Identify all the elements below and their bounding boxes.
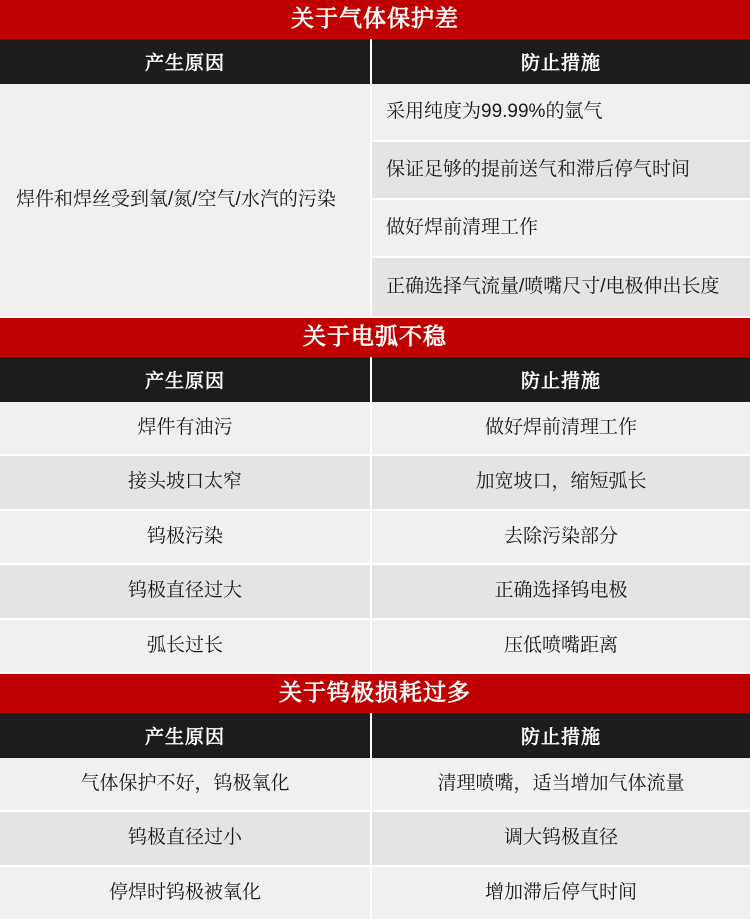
cause-cell: 钨极直径过小 xyxy=(0,812,372,865)
table-row xyxy=(0,620,750,675)
measure-cell: 加宽坡口，缩短弧长 xyxy=(372,456,750,509)
measure-cell: 正确选择气流量/喷嘴尺寸/电极伸出长度 xyxy=(372,258,750,316)
column-header-cause: 产生原因 xyxy=(0,39,372,84)
column-header-cause: 产生原因 xyxy=(0,713,372,758)
table-row xyxy=(0,456,750,511)
section-title-tungsten-consumption: 关于钨极损耗过多 xyxy=(0,674,750,713)
table-row xyxy=(0,565,750,620)
cause-cell: 焊件有油污 xyxy=(0,402,372,455)
merged-cause-cell: 焊件和焊丝受到氧/氮/空气/水汽的污染 xyxy=(0,84,372,316)
section-title-gas-shielding: 关于气体保护差 xyxy=(0,0,750,39)
measure-cell: 做好焊前清理工作 xyxy=(372,200,750,258)
measure-cell: 压低喷嘴距离 xyxy=(372,620,750,673)
cause-cell: 接头坡口太窄 xyxy=(0,456,372,509)
table-row xyxy=(0,511,750,566)
table-header-row-gas-shielding xyxy=(0,39,750,84)
measure-cell: 去除污染部分 xyxy=(372,511,750,564)
table-row xyxy=(0,867,750,921)
cause-cell: 弧长过长 xyxy=(0,620,372,673)
section-arc-instability xyxy=(0,318,750,674)
table-row xyxy=(0,402,750,457)
column-header-measure: 防止措施 xyxy=(520,726,601,748)
measure-cell: 保证足够的提前送气和滞后停气时间 xyxy=(372,142,750,200)
column-header-measure: 防止措施 xyxy=(520,370,601,392)
section-title-arc-instability: 关于电弧不稳 xyxy=(0,318,750,357)
table-row xyxy=(0,758,750,813)
measure-cell: 采用纯度为99.99%的氩气 xyxy=(372,84,750,142)
measure-cell: 调大钨极直径 xyxy=(372,812,750,865)
table-header-row-arc-instability xyxy=(0,357,750,402)
section-tungsten-consumption xyxy=(0,674,750,921)
measure-cell: 增加滞后停气时间 xyxy=(372,867,750,920)
column-header-cause: 产生原因 xyxy=(0,357,372,402)
measure-cell-group xyxy=(372,84,750,316)
section-gas-shielding xyxy=(0,0,750,318)
measure-cell: 清理喷嘴，适当增加气体流量 xyxy=(372,758,750,811)
cause-cell: 钨极污染 xyxy=(0,511,372,564)
column-header-measure: 防止措施 xyxy=(520,52,601,74)
cause-cell: 气体保护不好，钨极氧化 xyxy=(0,758,372,811)
cause-cell: 钨极直径过大 xyxy=(0,565,372,618)
table-header-row-tungsten-consumption xyxy=(0,713,750,758)
measure-cell: 做好焊前清理工作 xyxy=(372,402,750,455)
table-row xyxy=(0,84,750,318)
cause-cell: 停焊时钨极被氧化 xyxy=(0,867,372,920)
table-row xyxy=(0,812,750,867)
measure-cell: 正确选择钨电极 xyxy=(372,565,750,618)
